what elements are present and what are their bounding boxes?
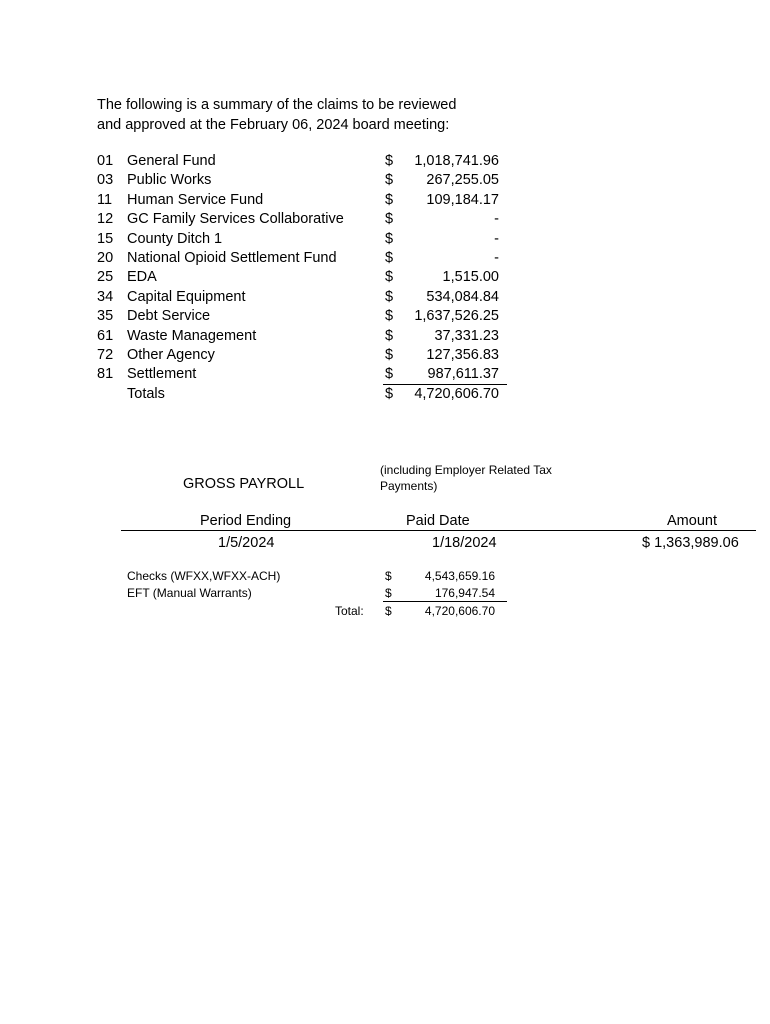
fund-name: Public Works <box>127 172 212 189</box>
fund-row <box>0 289 770 309</box>
totals-currency: $ <box>385 386 394 402</box>
fund-name: Debt Service <box>127 308 211 325</box>
fund-row <box>0 347 770 367</box>
totals-rule <box>383 384 507 385</box>
totals-amount: 4,720,606.70 <box>414 386 499 402</box>
payroll-note-line-2: Payments) <box>380 479 438 493</box>
fund-amount: - <box>494 211 499 228</box>
checks-label: Checks (WFXX,WFXX-ACH) <box>127 569 281 583</box>
fund-code: 34 <box>97 288 114 305</box>
fund-currency: $ <box>385 366 394 383</box>
payments-total-rule <box>383 601 507 602</box>
fund-code: 12 <box>97 211 114 228</box>
eft-currency: $ <box>385 586 392 600</box>
fund-name: EDA <box>127 269 157 286</box>
fund-row <box>0 328 770 348</box>
fund-currency: $ <box>385 172 394 189</box>
header-paid-date: Paid Date <box>406 513 470 529</box>
payroll-amount-value: $ 1,363,989.06 <box>642 535 739 551</box>
fund-amount: 109,184.17 <box>426 191 499 208</box>
fund-amount: - <box>494 250 499 266</box>
fund-name: GC Family Services Collaborative <box>127 211 344 228</box>
header-amount: Amount <box>667 513 717 529</box>
totals-label: Totals <box>127 386 165 402</box>
eft-amount: 176,947.54 <box>434 586 495 600</box>
fund-row <box>0 366 770 386</box>
payments-total-amount: 4,720,606.70 <box>424 604 495 618</box>
eft-label: EFT (Manual Warrants) <box>127 586 252 600</box>
fund-code: 03 <box>97 172 114 189</box>
fund-currency: $ <box>385 211 394 228</box>
fund-name: Capital Equipment <box>127 288 246 305</box>
fund-amount: 987,611.37 <box>427 366 499 383</box>
fund-amount: 534,084.84 <box>426 288 499 305</box>
fund-code: 61 <box>97 327 114 344</box>
fund-currency: $ <box>385 327 394 344</box>
payments-total-currency: $ <box>385 604 392 618</box>
fund-name: General Fund <box>127 153 216 169</box>
fund-row <box>0 192 770 212</box>
fund-currency: $ <box>385 191 394 208</box>
fund-code: 72 <box>97 347 114 363</box>
fund-amount: 1,515.00 <box>442 269 499 286</box>
fund-row <box>0 250 770 270</box>
fund-amount: - <box>494 230 499 247</box>
gross-payroll-title: GROSS PAYROLL <box>183 476 305 492</box>
fund-code: 35 <box>97 308 114 325</box>
fund-name: Human Service Fund <box>127 191 264 208</box>
fund-amount: 37,331.23 <box>434 327 499 344</box>
fund-currency: $ <box>385 269 394 286</box>
payments-total-label: Total: <box>335 604 364 618</box>
fund-row <box>0 153 770 173</box>
intro-text <box>97 95 456 135</box>
intro-line-1: The following is a summary of the claims to be reviewed <box>97 97 457 113</box>
fund-amount: 267,255.05 <box>426 172 499 189</box>
fund-row <box>0 172 770 192</box>
fund-name: Settlement <box>127 366 197 383</box>
fund-currency: $ <box>385 153 394 169</box>
period-ending-value: 1/5/2024 <box>218 535 275 551</box>
fund-row <box>0 231 770 251</box>
checks-currency: $ <box>385 569 392 583</box>
fund-row <box>0 211 770 231</box>
fund-currency: $ <box>385 288 394 305</box>
fund-row <box>0 308 770 328</box>
fund-amount: 1,637,526.25 <box>414 308 499 325</box>
fund-name: Waste Management <box>127 327 257 344</box>
paid-date-value: 1/18/2024 <box>432 535 497 551</box>
fund-amount: 1,018,741.96 <box>414 153 499 169</box>
fund-name: Other Agency <box>127 347 215 363</box>
fund-code: 81 <box>97 366 114 383</box>
totals-row <box>0 386 770 406</box>
fund-currency: $ <box>385 230 394 247</box>
fund-name: National Opioid Settlement Fund <box>127 250 337 266</box>
fund-currency: $ <box>385 250 394 266</box>
fund-row <box>0 269 770 289</box>
payroll-note <box>380 462 552 494</box>
header-period-ending: Period Ending <box>200 513 292 529</box>
checks-amount: 4,543,659.16 <box>424 569 495 583</box>
fund-name: County Ditch 1 <box>127 230 223 247</box>
fund-amount: 127,356.83 <box>426 347 499 363</box>
fund-code: 11 <box>97 191 113 208</box>
fund-code: 25 <box>97 269 114 286</box>
fund-currency: $ <box>385 308 394 325</box>
fund-code: 01 <box>97 153 114 169</box>
fund-code: 20 <box>97 250 114 266</box>
intro-line-2: and approved at the February 06, 2024 board meeting: <box>97 117 450 133</box>
fund-currency: $ <box>385 347 394 363</box>
payroll-header-rule <box>121 530 756 531</box>
fund-code: 15 <box>97 230 114 247</box>
payroll-note-line-1: (including Employer Related Tax <box>380 463 552 477</box>
